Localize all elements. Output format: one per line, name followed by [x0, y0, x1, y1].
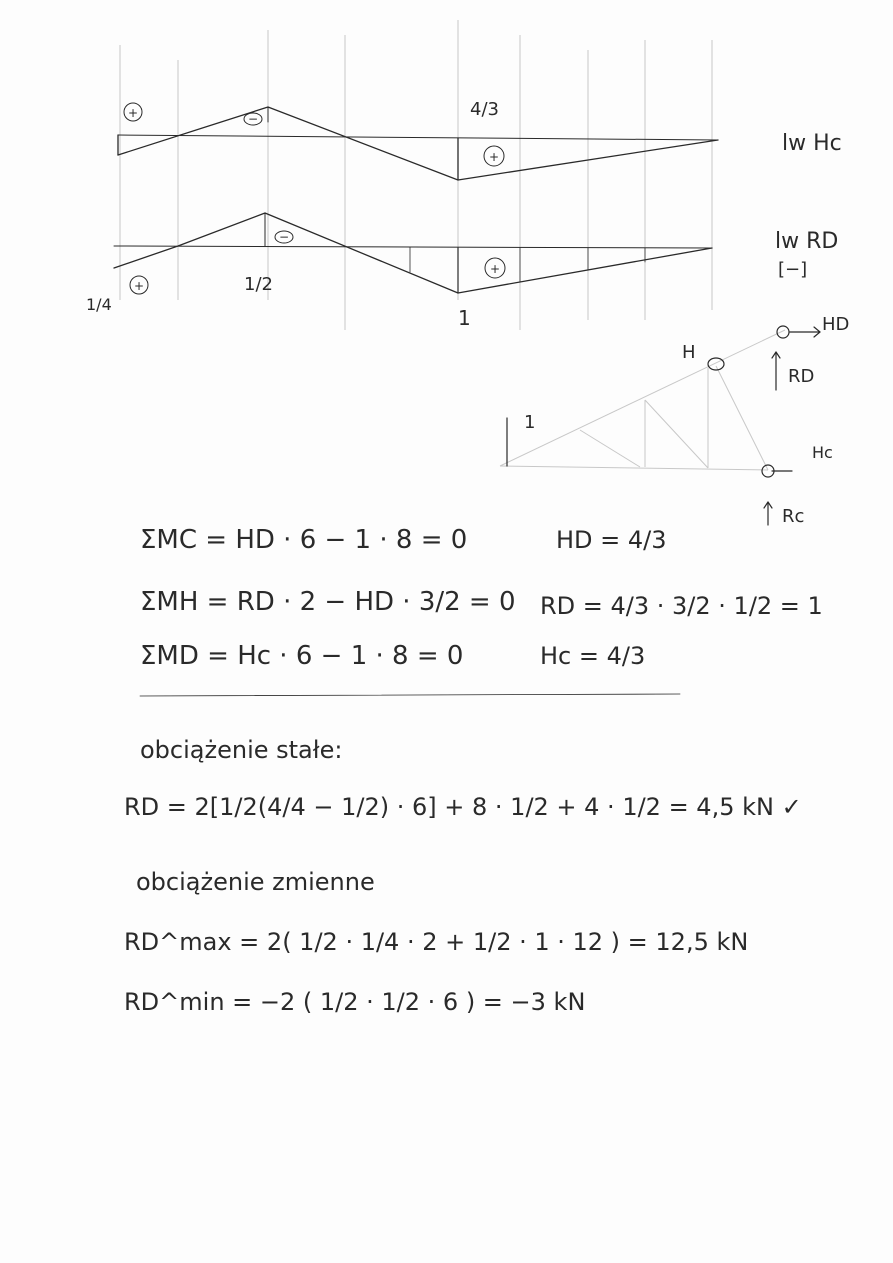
sign-plus: +: [128, 106, 139, 120]
value-1-2: 1/2: [244, 274, 273, 295]
label-lw-hc: lw Hc: [782, 131, 842, 156]
result-hc: Hc = 4/3: [540, 642, 646, 670]
support-d: [777, 326, 789, 338]
permanent-formula: RD = 2[1/2(4/4 − 1/2) · 6] + 8 · 1/2 + 4 · 1/2 = 4,5 kN ✓: [124, 793, 802, 821]
permanent-load-section: [124, 736, 802, 821]
sign-plus: +: [134, 279, 145, 293]
permanent-heading: obciążenie stałe:: [140, 736, 343, 764]
load-label: 1: [524, 412, 536, 433]
hinge-node: [708, 358, 724, 370]
variable-heading: obciążenie zmienne: [136, 868, 375, 896]
influence-line-hc: [118, 99, 842, 180]
label-lw-rd: lw RD: [775, 229, 839, 254]
sign-plus: +: [490, 262, 501, 276]
result-hd: HD = 4/3: [556, 526, 667, 554]
influence-line-rd: [86, 213, 838, 330]
value-1: 1: [458, 306, 471, 330]
rd-min-formula: RD^min = −2 ( 1/2 · 1/2 · 6 ) = −3 kN: [124, 988, 586, 1016]
label-rd-sign: [−]: [778, 259, 808, 280]
truss-sketch: [500, 314, 849, 527]
divider: [140, 694, 680, 696]
eq-sum-md: ΣMD = Hc · 6 − 1 · 8 = 0: [140, 641, 464, 671]
sign-minus: −: [248, 112, 259, 126]
label-rd: RD: [788, 366, 815, 387]
label-rc: Rc: [782, 506, 805, 527]
eq-sum-mh: ΣMH = RD · 2 − HD · 3/2 = 0: [140, 587, 516, 617]
value-1-4: 1/4: [86, 295, 112, 314]
label-hc: Hc: [812, 443, 833, 462]
value-4-3: 4/3: [470, 99, 499, 120]
sign-minus: −: [279, 230, 290, 244]
label-hd: HD: [822, 314, 850, 335]
eq-sum-mc: ΣMC = HD · 6 − 1 · 8 = 0: [140, 525, 468, 555]
node-h-label: H: [682, 342, 696, 363]
variable-load-section: [124, 868, 748, 1016]
result-rd: RD = 4/3 · 3/2 · 1/2 = 1: [540, 592, 823, 620]
influence-grid: [120, 20, 712, 330]
equilibrium-equations: [140, 525, 823, 696]
rd-max-formula: RD^max = 2( 1/2 · 1/4 · 2 + 1/2 · 1 · 12 ) = 12,5 kN: [124, 928, 749, 956]
sign-plus: +: [489, 150, 500, 164]
